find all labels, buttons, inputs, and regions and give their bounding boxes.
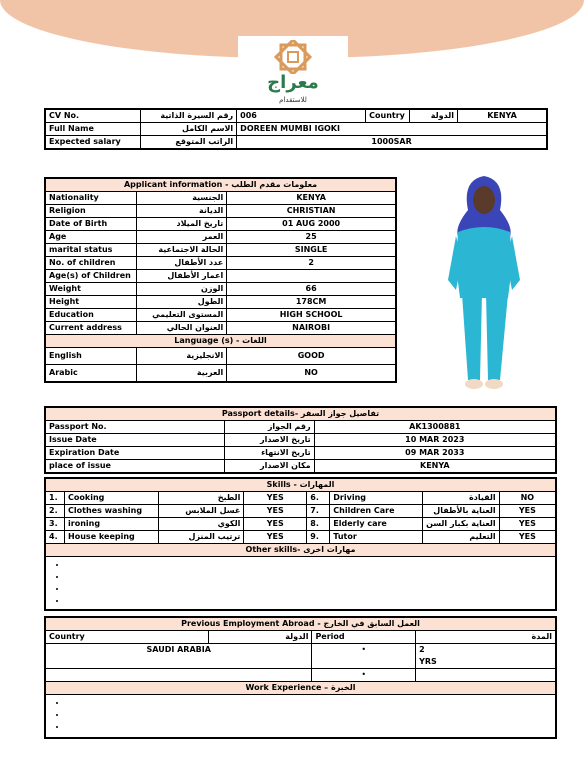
field-label: Religion (45, 205, 137, 218)
field-label-ar: الوزن (137, 283, 227, 296)
field-label-ar: تاريخ الميلاد (137, 218, 227, 231)
passport-title: Passport details- تفاصيل جواز السفر (45, 407, 556, 421)
table-row (45, 257, 396, 270)
country-col-ar: الدولة (208, 631, 312, 644)
table-row (45, 518, 556, 531)
employment-row (45, 644, 556, 669)
skill-name: Elderly care (330, 518, 423, 531)
field-value (227, 270, 396, 283)
list-item (67, 571, 552, 583)
skill-name: ironing (65, 518, 159, 531)
cv-value: 006 (237, 109, 366, 123)
field-label-ar: العنوان الحالي (137, 322, 227, 335)
skill-name: Clothes washing (65, 505, 159, 518)
applicant-table (44, 177, 397, 383)
table-row (45, 244, 396, 257)
field-label: Date of Birth (45, 218, 137, 231)
table-row (45, 231, 396, 244)
skill-number: 9. (307, 531, 330, 544)
list-item (67, 709, 552, 721)
table-row (45, 531, 556, 544)
skill-value: YES (499, 518, 556, 531)
table-row (45, 283, 396, 296)
field-value: 66 (227, 283, 396, 296)
field-label: Age (45, 231, 137, 244)
passport-field-label: Passport No. (45, 421, 224, 434)
field-label: No. of children (45, 257, 137, 270)
field-label: Weight (45, 283, 137, 296)
skill-name: Driving (330, 492, 423, 505)
language-row (45, 365, 396, 383)
skill-name-ar: الكوي (159, 518, 244, 531)
salary-value: 1000SAR (237, 136, 547, 150)
skill-value: NO (499, 492, 556, 505)
country-col-en: Country (45, 631, 208, 644)
skill-number: 1. (45, 492, 65, 505)
language-row (45, 348, 396, 365)
list-item (67, 721, 552, 733)
language-level: NO (227, 365, 396, 383)
country-label: Country (366, 109, 410, 123)
brand-name: معراج (267, 72, 319, 93)
full-name-row (45, 123, 547, 136)
employment-row (45, 669, 556, 682)
period-number: 2 (419, 645, 425, 654)
skill-value: YES (244, 492, 307, 505)
field-value: CHRISTIAN (227, 205, 396, 218)
field-label: Current address (45, 322, 137, 335)
field-label-ar: عدد الأطفال (137, 257, 227, 270)
field-label-ar: الحالة الاجتماعية (137, 244, 227, 257)
passport-field-value: KENYA (314, 460, 556, 474)
passport-field-label-ar: تاريخ الاصدار (224, 434, 314, 447)
passport-field-value: 10 MAR 2023 (314, 434, 556, 447)
skill-name-ar: القيادة (423, 492, 500, 505)
skill-value: YES (244, 531, 307, 544)
field-label-ar: اعمار الأطفال (137, 270, 227, 283)
skill-name-ar: غسل الملابس (159, 505, 244, 518)
passport-field-label-ar: مكان الاصدار (224, 460, 314, 474)
employment-country: SAUDI ARABIA (45, 644, 312, 669)
country-value: KENYA (457, 109, 547, 123)
salary-row (45, 136, 547, 150)
applicant-title: Applicant information - معلومات مقدم الطلب (45, 178, 396, 192)
skill-name-ar: الطبخ (159, 492, 244, 505)
work-experience-title: Work Experience – الخبرة (45, 682, 556, 695)
list-item (67, 595, 552, 607)
list-item (67, 697, 552, 709)
full-name-label-ar: الاسم الكامل (141, 123, 237, 136)
skill-number: 2. (45, 505, 65, 518)
skill-value: YES (499, 505, 556, 518)
employment-header-row (45, 631, 556, 644)
passport-table (44, 406, 557, 474)
salary-label-ar: الراتب المتوقع (141, 136, 237, 150)
skill-number: 6. (307, 492, 330, 505)
work-experience-list (45, 695, 556, 739)
skill-name: House keeping (65, 531, 159, 544)
applicant-photo (438, 170, 530, 400)
brand-tagline: للاستقدام (279, 96, 307, 104)
table-row (45, 460, 556, 474)
table-row (45, 309, 396, 322)
skill-name-ar: العناية بكبار السن (423, 518, 500, 531)
table-row (45, 205, 396, 218)
skill-value: YES (244, 505, 307, 518)
skill-name: Tutor (330, 531, 423, 544)
table-row (45, 434, 556, 447)
field-value: 01 AUG 2000 (227, 218, 396, 231)
table-row (45, 218, 396, 231)
language-ar: الانجليزية (137, 348, 227, 365)
field-value: HIGH SCHOOL (227, 309, 396, 322)
period-unit: YRS (419, 657, 437, 666)
table-row (45, 447, 556, 460)
passport-field-label-ar: تاريخ الانتهاء (224, 447, 314, 460)
field-value: SINGLE (227, 244, 396, 257)
period-bullet: • (312, 669, 416, 682)
skill-number: 3. (45, 518, 65, 531)
skill-name-ar: التعليم (423, 531, 500, 544)
skill-name-ar: العناية بالأطفال (423, 505, 500, 518)
table-row (45, 270, 396, 283)
passport-field-value: 09 MAR 2033 (314, 447, 556, 460)
passport-field-label: Expiration Date (45, 447, 224, 460)
table-row (45, 296, 396, 309)
language-title: Language (s) - اللغات (45, 335, 396, 348)
table-row (45, 421, 556, 434)
logo-star-icon (272, 40, 314, 74)
skill-name: Cooking (65, 492, 159, 505)
table-row (45, 322, 396, 335)
field-label: Age(s) of Children (45, 270, 137, 283)
table-row (45, 505, 556, 518)
full-name-label: Full Name (45, 123, 141, 136)
field-label-ar: الجنسية (137, 192, 227, 205)
cv-label-ar: رقم السيرة الذاتية (141, 109, 237, 123)
other-skills-list (45, 557, 556, 611)
skill-number: 8. (307, 518, 330, 531)
salary-label: Expected salary (45, 136, 141, 150)
field-label-ar: العمر (137, 231, 227, 244)
period-col-ar: المدة (416, 631, 556, 644)
skills-title: Skills - المهارات (45, 478, 556, 492)
skill-name: Children Care (330, 505, 423, 518)
field-value: 25 (227, 231, 396, 244)
other-skills-title: Other skills- مهارات اخرى (45, 544, 556, 557)
field-label: Height (45, 296, 137, 309)
passport-field-value: AK1300881 (314, 421, 556, 434)
field-value: 178CM (227, 296, 396, 309)
language-ar: العربية (137, 365, 227, 383)
list-item (67, 559, 552, 571)
field-value: KENYA (227, 192, 396, 205)
skills-table (44, 477, 557, 611)
table-row (45, 492, 556, 505)
passport-field-label: Issue Date (45, 434, 224, 447)
full-name-value: DOREEN MUMBI IGOKI (237, 123, 547, 136)
skill-value: YES (244, 518, 307, 531)
language-level: GOOD (227, 348, 396, 365)
table-row (45, 192, 396, 205)
cv-label: CV No. (45, 109, 141, 123)
field-label: marital status (45, 244, 137, 257)
skill-value: YES (499, 531, 556, 544)
skill-number: 7. (307, 505, 330, 518)
header-table (44, 108, 548, 150)
cv-row (45, 109, 547, 123)
field-value: NAIROBI (227, 322, 396, 335)
skill-name-ar: ترتيب المنزل (159, 531, 244, 544)
field-value: 2 (227, 257, 396, 270)
field-label: Nationality (45, 192, 137, 205)
field-label-ar: المستوى التعليمي (137, 309, 227, 322)
employment-table (44, 616, 557, 739)
field-label: Education (45, 309, 137, 322)
field-label-ar: الطول (137, 296, 227, 309)
passport-field-label-ar: رقم الجواز (224, 421, 314, 434)
country-label-ar: الدولة (410, 109, 458, 123)
language-en: Arabic (45, 365, 137, 383)
period-value (416, 644, 556, 669)
passport-field-label: place of issue (45, 460, 224, 474)
list-item (67, 583, 552, 595)
period-bullet: • (312, 644, 416, 669)
employment-title: Previous Employment Abroad - العمل السابق في الخارج (45, 617, 556, 631)
skill-number: 4. (45, 531, 65, 544)
period-col-en: Period (312, 631, 416, 644)
field-label-ar: الديانة (137, 205, 227, 218)
language-en: English (45, 348, 137, 365)
company-logo (238, 36, 348, 112)
